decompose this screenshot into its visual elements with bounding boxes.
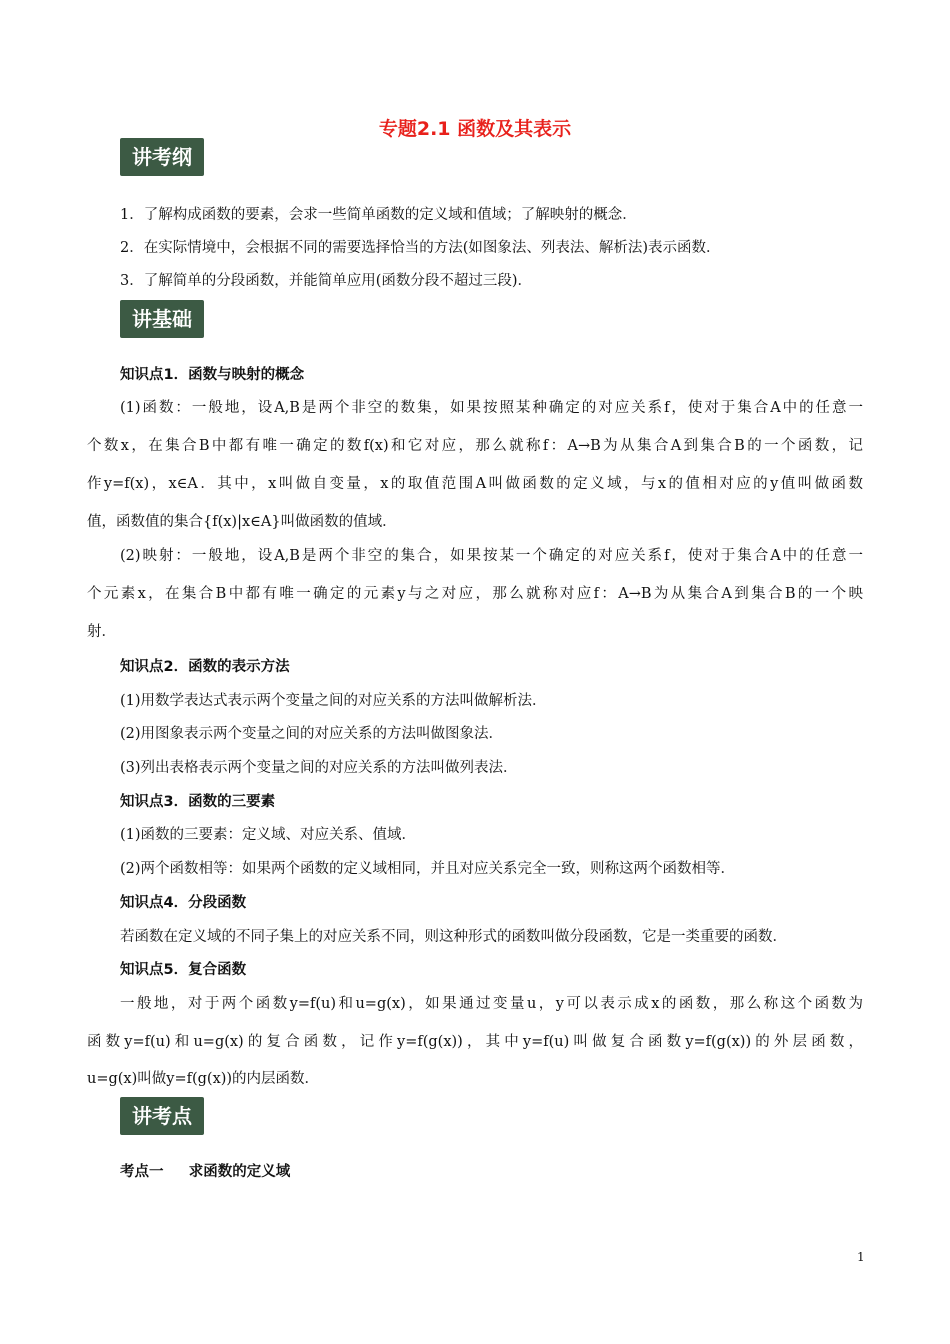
k1-p2-line-2: 个元素x，在集合B中都有唯一确定的元素y与之对应，那么就称对应f：A→B为从集合A到集合B的一个映 (87, 586, 863, 602)
syllabus-item-3: 3．了解简单的分段函数，并能简单应用(函数分段不超过三段)． (120, 273, 533, 289)
k1-p2-line-1: (2)映射：一般地，设A,B是两个非空的集合，如果按某一个确定的对应关系f，使对于集合A中的任意一 (120, 548, 863, 564)
k4-line-1: 若函数在定义域的不同子集上的对应关系不同，则这种形式的函数叫做分段函数，它是一类重要的函数． (120, 929, 787, 945)
knowledge-4-heading: 知识点4．分段函数 (120, 895, 247, 911)
syllabus-item-2: 2．在实际情境中，会根据不同的需要选择恰当的方法(如图象法、列表法、解析法)表示函数． (120, 240, 721, 256)
k1-p2-line-3: 射． (87, 624, 116, 640)
k1-p1-line-3: 作y=f(x)，x∈A．其中，x叫做自变量，x的取值范围A叫做函数的定义域，与x的值相对应的y值叫做函数 (87, 476, 863, 492)
exam-point-1-heading: 考点一 求函数的定义域 (120, 1164, 291, 1180)
k1-p1-line-2: 个数x，在集合B中都有唯一确定的数f(x)和它对应，那么就称f：A→B为从集合A到集合B的一个函数，记 (87, 438, 863, 454)
k5-line-1: 一般地，对于两个函数y=f(u)和u=g(x)，如果通过变量u，y可以表示成x的函数，那么称这个函数为 (120, 996, 863, 1012)
section-badge-exam-points: 讲考点 (120, 1097, 204, 1135)
knowledge-2-heading: 知识点2．函数的表示方法 (120, 659, 290, 675)
knowledge-1-heading: 知识点1．函数与映射的概念 (120, 367, 305, 383)
section-badge-syllabus: 讲考纲 (120, 138, 204, 176)
k2-line-2: (2)用图象表示两个变量之间的对应关系的方法叫做图象法． (120, 726, 504, 742)
section-badge-basics: 讲基础 (120, 300, 204, 338)
k3-line-1: (1)函数的三要素：定义域、对应关系、值域． (120, 827, 417, 843)
k3-line-2: (2)两个函数相等：如果两个函数的定义域相同，并且对应关系完全一致，则称这两个函数相等． (120, 861, 736, 877)
k5-line-2: 函数y=f(u)和u=g(x)的复合函数，记作y=f(g(x))，其中y=f(u)叫做复合函数y=f(g(x))的外层函数， (87, 1034, 863, 1050)
k1-p1-line-1: (1)函数：一般地，设A,B是两个非空的数集，如果按照某种确定的对应关系f，使对于集合A中的任意一 (120, 400, 863, 416)
knowledge-5-heading: 知识点5．复合函数 (120, 962, 247, 978)
syllabus-item-1: 1．了解构成函数的要素，会求一些简单函数的定义域和值域；了解映射的概念． (120, 207, 637, 223)
k2-line-1: (1)用数学表达式表示两个变量之间的对应关系的方法叫做解析法． (120, 693, 547, 709)
page-number: 1 (857, 1250, 865, 1264)
knowledge-3-heading: 知识点3．函数的三要素 (120, 794, 276, 810)
page-title: 专题2.1 函数及其表示 (378, 118, 572, 140)
k2-line-3: (3)列出表格表示两个变量之间的对应关系的方法叫做列表法． (120, 760, 518, 776)
k1-p1-line-4: 值，函数值的集合{f(x)|x∈A}叫做函数的值域． (87, 514, 397, 530)
k5-line-3: u=g(x)叫做y=f(g(x))的内层函数． (87, 1071, 320, 1087)
